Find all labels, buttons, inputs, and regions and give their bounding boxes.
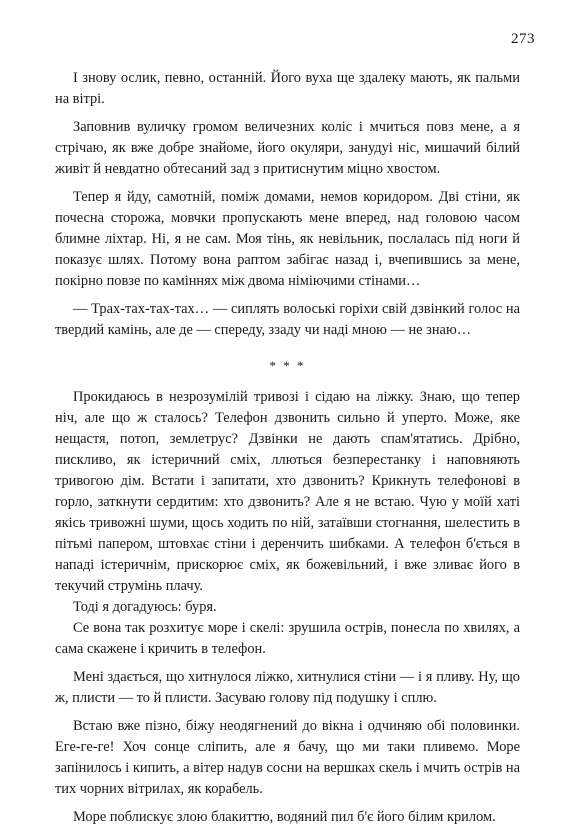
paragraph: Тоді я догадуюсь: буря. xyxy=(73,599,217,615)
paragraph: Се вона так розхитує море і скелі: зрушила острів, понесла по хвилях, а сама скажене і кричить в телефон. xyxy=(55,620,520,657)
paragraph: Заповнив вуличку громом величезних коліс і мчиться повз мене, а я стрічаю, як вже добре знайоме, його окуляри, занудуі ніс, мишачий білий живіт й невдатно обтесаний зад з притиснутим міцно хвостом. xyxy=(55,119,520,177)
paragraph: Встаю вже пізно, біжу неодягнений до вікна і одчиняю обі половинки. Еге-ге-ге! Хоч сонце сліпить, але я бачу, що ми таки пливемо. Море запінилось і кипить, а вітер надув сосни на вершках скель і мчить острів на тих чорних вітрилах, як корабель. xyxy=(55,718,520,797)
paragraph: — Трах-тах-тах-тах… — сиплять волоські горіхи свій дзвінкий голос на твердий камінь, але де — спереду, ззаду чи наді мною — не знаю… xyxy=(55,301,520,338)
paragraph: Мені здається, що хитнулося ліжко, хитнулися стіни — і я пливу. Ну, що ж, плисти — то й плисти. Засуваю голову під подушку і сплю. xyxy=(55,669,520,706)
paragraph: І знову ослик, певно, останній. Його вуха ще здалеку мають, як пальми на вітрі. xyxy=(55,70,520,107)
paragraph: Тепер я йду, самотній, поміж домами, немов коридором. Дві стіни, як почесна сторожа, мовчки пропускають мене вперед, над головою часом блимне ліхтар. Ні, я не сам. Моя тінь, як невільник, послалась під ноги й показує шлях. Потому вона раптом забігає назад і, вчепившись за мене, покірно повзе по каміннях між двома німіючими стінами… xyxy=(55,189,520,289)
section-separator: * * * xyxy=(269,358,306,373)
paragraph: Море поблискує злою блакиттю, водяний пил б'є його білим крилом. xyxy=(73,809,496,825)
body-text xyxy=(55,68,520,828)
page-number: 273 xyxy=(511,31,535,47)
paragraph: Прокидаюсь в незрозумілій тривозі і сідаю на ліжку. Знаю, що тепер ніч, але що ж сталось? Телефон дзвонить сильно й уперто. Може, яке нещастя, потоп, землетрус? Дзвінки не дають спам'ятатись. Дрібно, пискливо, як істеричний сміх, ллються безперестанку і наповняють тривогою дім. Встати і запитати, хто дзвонить? Крикнуть телефонові в горло, заткнути сердитим: хто дзвонить? Але я не встаю. Чую у моїй хаті якісь тривожні шуми, щось ходить по ній, затаївши стогнання, шелестить в пітьмі папером, штовхає стіни і деренчить шибками. А телефон б'ється в нападі істеричнім, прискорює сміх, як божевільний, і вже зливає його в текучий струмінь плачу. xyxy=(55,389,520,594)
